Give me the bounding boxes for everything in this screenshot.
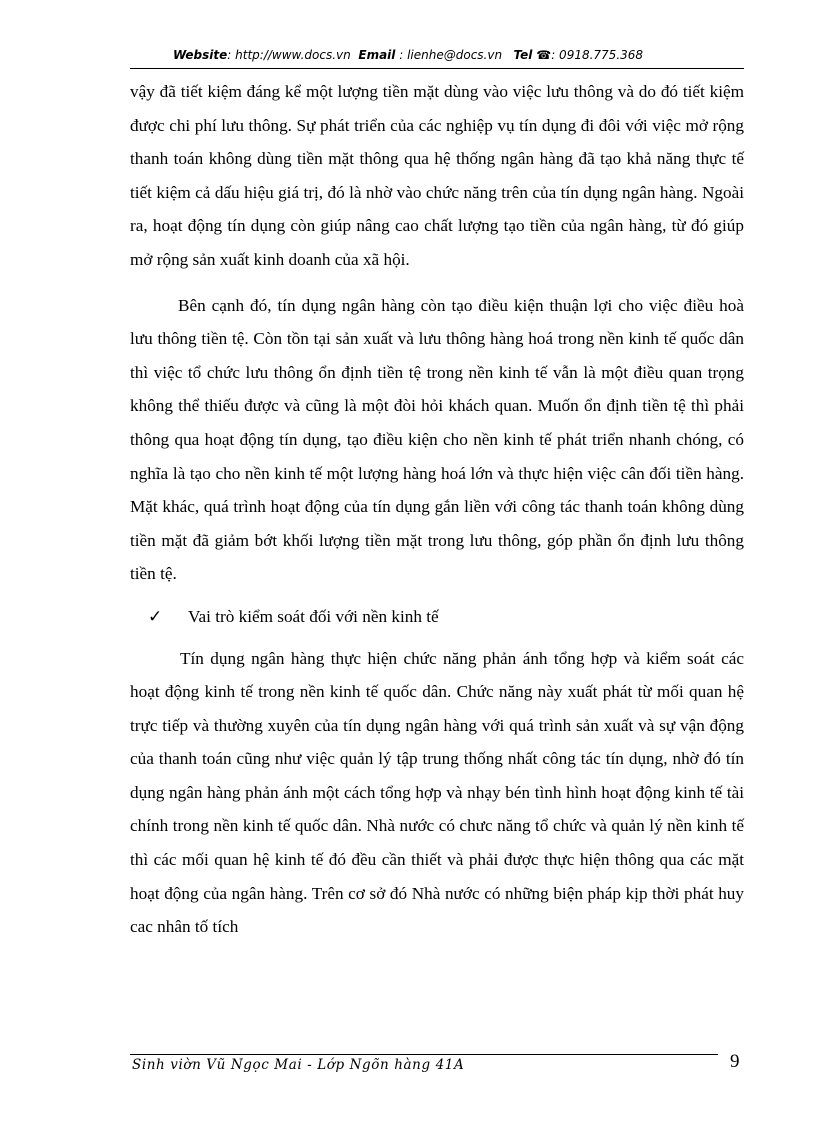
checkmark-icon: ✓ — [148, 606, 163, 626]
page-header — [0, 48, 816, 62]
page-number: 9 — [730, 1051, 740, 1072]
email-label: Email — [358, 48, 396, 62]
section-heading-text: Vai trò kiểm soát đối với nền kinh tế — [188, 606, 439, 626]
document-body — [130, 75, 744, 944]
paragraph-2: Bên cạnh đó, tín dụng ngân hàng còn tạo điều kiện thuận lợi cho việc điều hoà lưu thông tiền tệ. Còn tồn tại sản xuất và lưu thông hàng hoá trong nền kinh tế quốc dân thì việc tổ chức lưu thông ổn định tiền tệ trong nền kinh tế vẫn là một điều quan trọng không thể thiếu được và cũng là một đòi hỏi khách quan. Muốn ổn định tiền tệ thì phải thông qua hoạt động tín dụng, tạo điều kiện cho nền kinh tế phát triển nhanh chóng, có nghĩa là tạo cho nền kinh tế một lượng hàng hoá lớn và thực hiện việc cân đối tiền hàng. Mặt khác, quá trình hoạt động của tín dụng gắn liền với công tác thanh toán không dùng tiền mặt đã giảm bớt khối lượng tiền mặt trong lưu thông, góp phần ổn định lưu thông tiền tệ. — [130, 295, 744, 584]
email-value: : lienhe@docs.vn — [399, 48, 503, 62]
tel-label: Tel — [513, 48, 533, 62]
header-divider — [130, 68, 744, 69]
tel-value: : 0918.775.368 — [551, 48, 644, 62]
website-label: Website — [172, 48, 228, 62]
paragraph-3: Tín dụng ngân hàng thực hiện chức năng phản ánh tổng hợp và kiểm soát các hoạt động kinh tế trong nền kinh tế quốc dân. Chức năng này xuất phát từ mối quan hệ trực tiếp và thường xuyên của tín dụng ngân hàng với quá trình sản xuất và sự vận động của thanh toán cũng như việc quản lý tập trung thống nhất công tác tín dụng, nhờ đó tín dụng ngân hàng phản ánh một cách tổng hợp và nhạy bén tình hình hoạt động kinh tế tài chính trong nền kinh tế quốc dân. Nhà nước có chưc năng tổ chức và quản lý nền kinh tế thì các mối quan hệ kinh tế đó đều cần thiết và phải được thực hiện thông qua các mặt hoạt động của ngân hàng. Trên cơ sở đó Nhà nước có những biện pháp kịp thời phát huy cac nhân tố tích — [130, 648, 744, 937]
paragraph-1: vậy đã tiết kiệm đáng kể một lượng tiền mặt dùng vào việc lưu thông và do đó tiết kiệm được chi phí lưu thông. Sự phát triển của các nghiệp vụ tín dụng đi đôi với việc mở rộng thanh toán không dùng tiền mặt thông qua hệ thống ngân hàng đã tạo khả năng thực tế tiết kiệm cả dấu hiệu giá trị, đó là nhờ vào chức năng trên của tín dụng ngân hàng. Ngoài ra, hoạt động tín dụng còn giúp nâng cao chất lượng tạo tiền của ngân hàng, từ đó giúp mở rộng sản xuất kinh doanh của xã hội. — [130, 82, 744, 269]
phone-icon: ☎ — [536, 48, 552, 62]
footer-author: Sinh viờn Vũ Ngọc Mai - Lớp Ngõn hàng 41A — [132, 1057, 465, 1073]
website-value: : http://www.docs.vn — [227, 48, 351, 62]
footer-divider — [130, 1054, 718, 1055]
section-heading — [130, 600, 744, 634]
